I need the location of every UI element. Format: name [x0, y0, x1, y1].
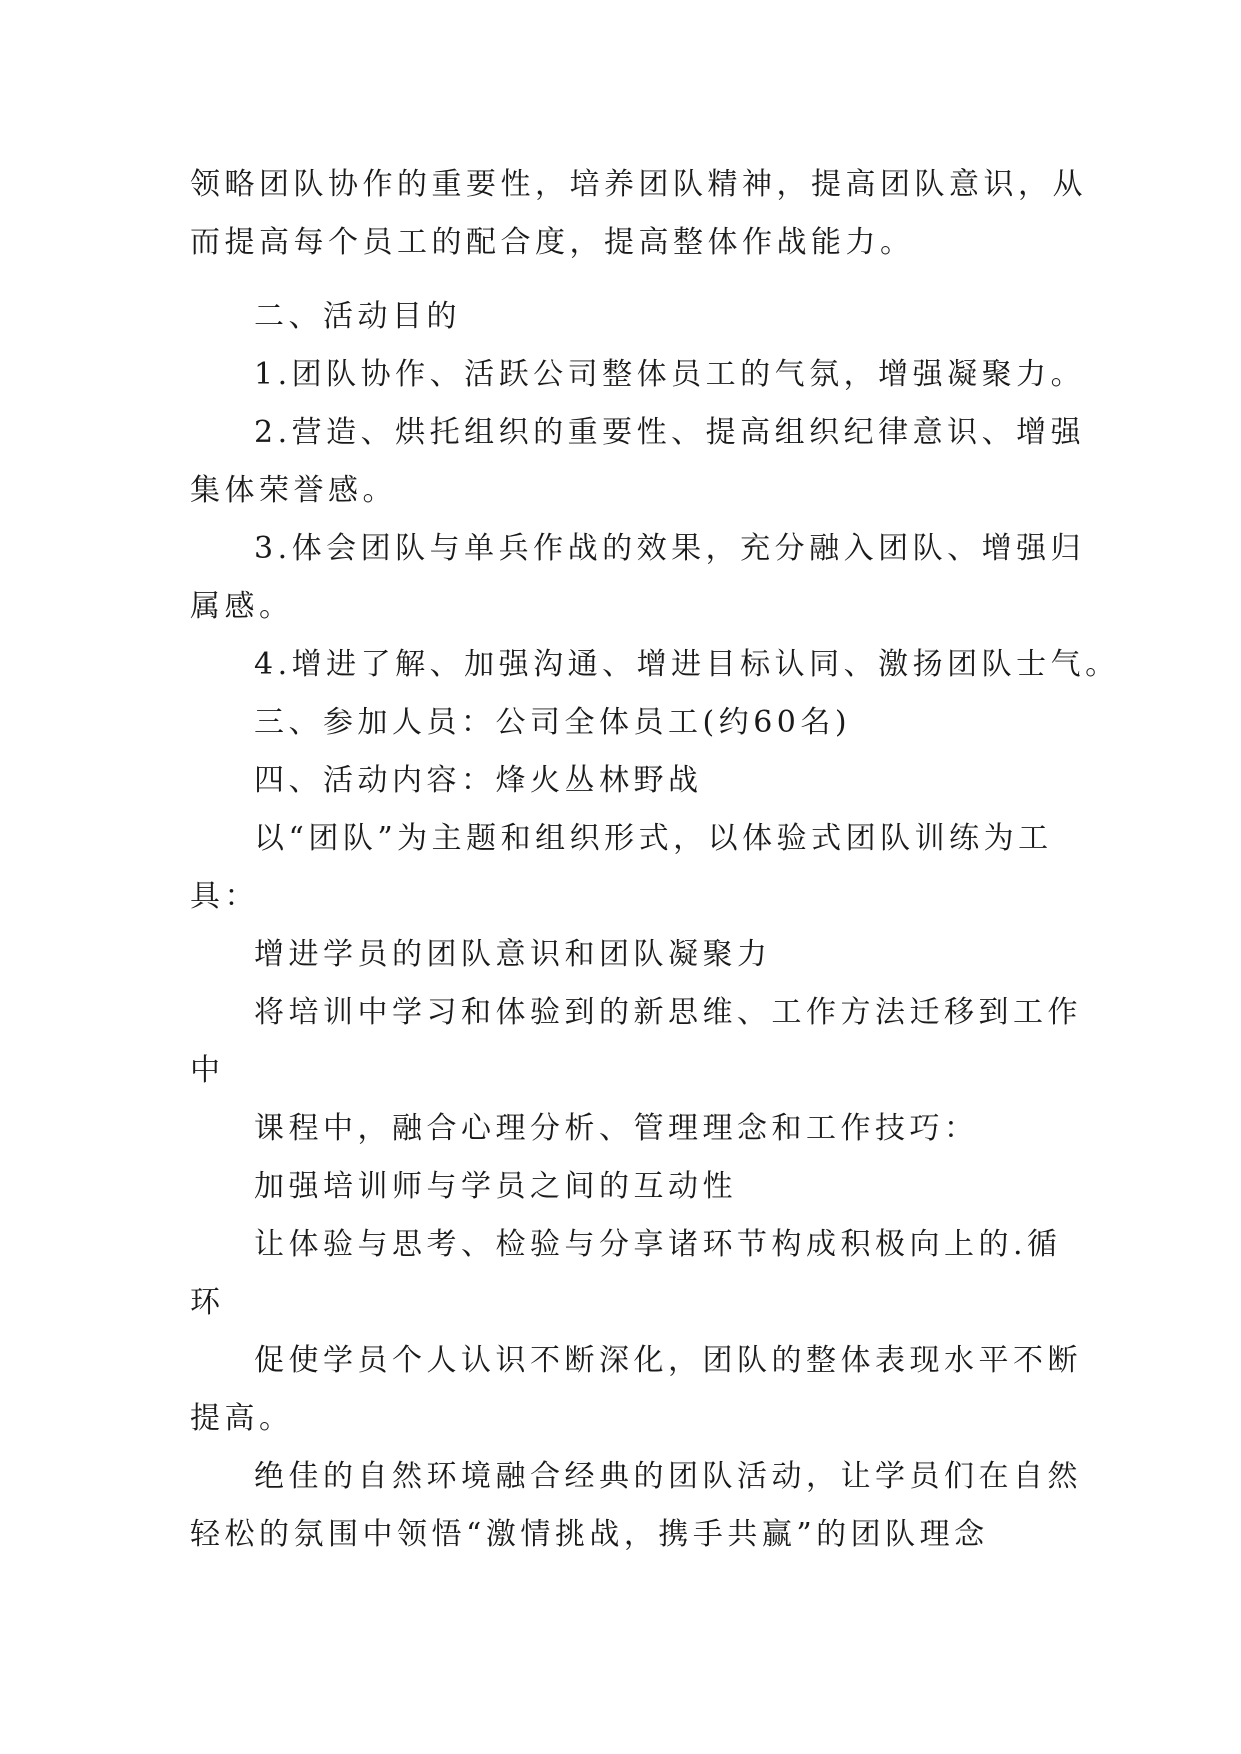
list-item: 2.营造、烘托组织的重要性、提高组织纪律意识、增强: [254, 415, 1086, 450]
paragraph-line: 轻松的氛围中领悟“激情挑战，携手共赢”的团队理念: [190, 1517, 989, 1552]
paragraph-line: 以“团队”为主题和组织形式，以体验式团队训练为工: [254, 821, 1053, 856]
list-item: 1.团队协作、活跃公司整体员工的气氛，增强凝聚力。: [254, 357, 1086, 392]
paragraph-line: 让体验与思考、检验与分享诸环节构成积极向上的.循: [254, 1227, 1062, 1262]
paragraph-line: 促使学员个人认识不断深化，团队的整体表现水平不断: [254, 1343, 1082, 1378]
list-item-continuation: 集体荣誉感。: [190, 473, 397, 508]
section-heading: 二、活动目的: [254, 299, 461, 334]
list-item-continuation: 属感。: [190, 589, 294, 624]
section-heading: 四、活动内容：烽火丛林野战: [254, 763, 703, 798]
paragraph-line: 提高。: [190, 1401, 294, 1436]
paragraph-line: 加强培训师与学员之间的互动性: [254, 1169, 737, 1204]
list-item: 3.体会团队与单兵作战的效果，充分融入团队、增强归: [254, 531, 1086, 566]
document-body: [190, 156, 1120, 1564]
paragraph-line: 课程中，融合心理分析、管理理念和工作技巧：: [254, 1111, 979, 1146]
paragraph-line: 环: [190, 1285, 225, 1320]
section-heading: 三、参加人员：公司全体员工(约60名): [254, 705, 852, 740]
list-item: 4.增进了解、加强沟通、增进目标认同、激扬团队士气。: [254, 647, 1120, 682]
paragraph-line: 增进学员的团队意识和团队凝聚力: [254, 937, 772, 972]
paragraph-line: 将培训中学习和体验到的新思维、工作方法迁移到工作: [254, 995, 1082, 1030]
paragraph-line: 绝佳的自然环境融合经典的团队活动，让学员们在自然: [254, 1459, 1082, 1494]
paragraph-line: 而提高每个员工的配合度，提高整体作战能力。: [190, 225, 915, 260]
paragraph-line: 中: [190, 1053, 225, 1088]
paragraph-line: 具：: [190, 879, 259, 914]
paragraph-line: 领略团队协作的重要性，培养团队精神，提高团队意识，从: [190, 167, 1087, 202]
